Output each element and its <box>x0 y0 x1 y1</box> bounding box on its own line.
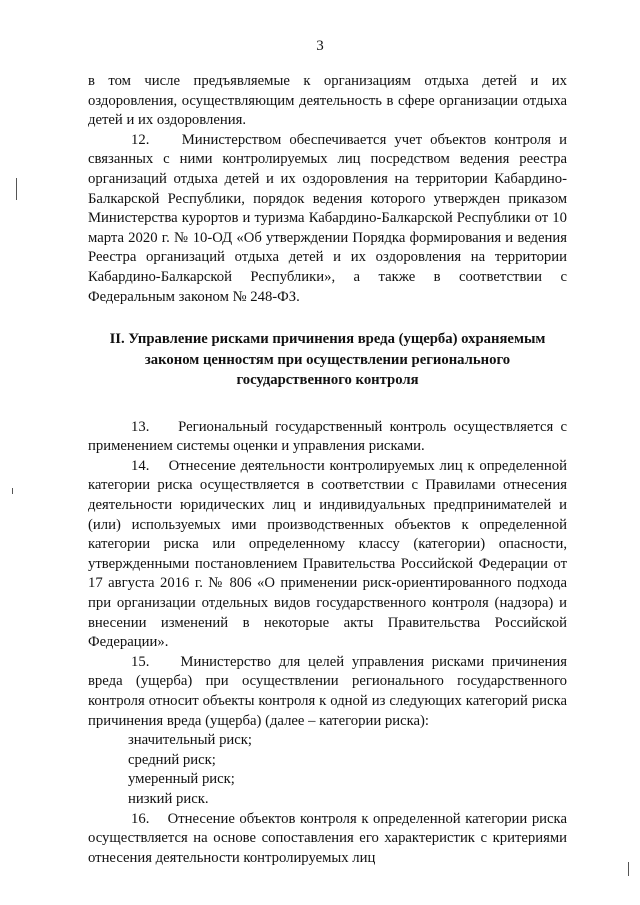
paragraph-13: 13. Региональный государственный контроль осуществляется с применением системы оценки и управления рисками. <box>88 418 567 455</box>
page-number: 3 <box>316 38 324 54</box>
section-heading-line: II. Управление рисками причинения вреда (ущерба) охраняемым <box>109 331 546 348</box>
document-body <box>88 72 567 868</box>
risk-list-item: значительный риск; <box>128 732 253 749</box>
paragraph-continuation: в том числе предъявляемые к организациям отдыха детей и их оздоровления, осуществляющим деятельность в сфере организации отдыха детей и их оздоровления. <box>88 73 567 129</box>
paragraph-12: 12. Министерством обеспечивается учет объектов контроля и связанных с ними контролируемых лиц посредством ведения реестра организаций отдыха детей и их оздоровления на территории Кабардино-Балкарской Республики, порядок ведения которого утвержден приказом Министерства курортов и туризма Кабардино-Балкарской Республики от 10 марта 2020 г. № 10-ОД «Об утверждении Порядка формирования и ведения Реестра организаций отдыха детей и их оздоровления на территории Кабардино-Балкарской Республики», а также в соответствии с Федеральным законом № 248-ФЗ. <box>88 131 567 305</box>
paragraph-15: 15. Министерство для целей управления рисками причинения вреда (ущерба) при осуществлении регионального государственного контроля относит объекты контроля к одной из следующих категорий риска причинения вреда (ущерба) (далее – категории риска): <box>88 653 567 729</box>
risk-list-item: низкий риск. <box>128 790 209 807</box>
section-heading-line: государственного контроля <box>236 372 419 389</box>
section-heading <box>88 329 567 391</box>
scan-margin-mark <box>12 488 13 494</box>
paragraph-16: 16. Отнесение объектов контроля к определенной категории риска осуществляется на основе сопоставления его характеристик с критериями отнесения деятельности контролируемых лиц <box>88 810 567 866</box>
section-heading-line: законом ценностям при осуществлении регионального <box>144 351 511 368</box>
scan-margin-mark <box>16 178 17 200</box>
risk-list-item: средний риск; <box>128 751 216 768</box>
paragraph-14: 14. Отнесение деятельности контролируемых лиц к определенной категории риска осуществляется в соответствии с Правилами отнесения деятельности юридических лиц и индивидуальных предпринимателей и (или) используемых ими производственных объектов к определенной категории риска или определенному классу (категории) опасности, утвержденными постановлением Правительства Российской Федерации от 17 августа 2016 г. № 806 «О применении риск-ориентированного подхода при организации отдельных видов государственного контроля (надзора) и внесении изменений в некоторые акты Правительства Российской Федерации». <box>88 457 567 651</box>
risk-list-item: умеренный риск; <box>128 771 235 788</box>
scan-margin-mark <box>628 862 629 876</box>
